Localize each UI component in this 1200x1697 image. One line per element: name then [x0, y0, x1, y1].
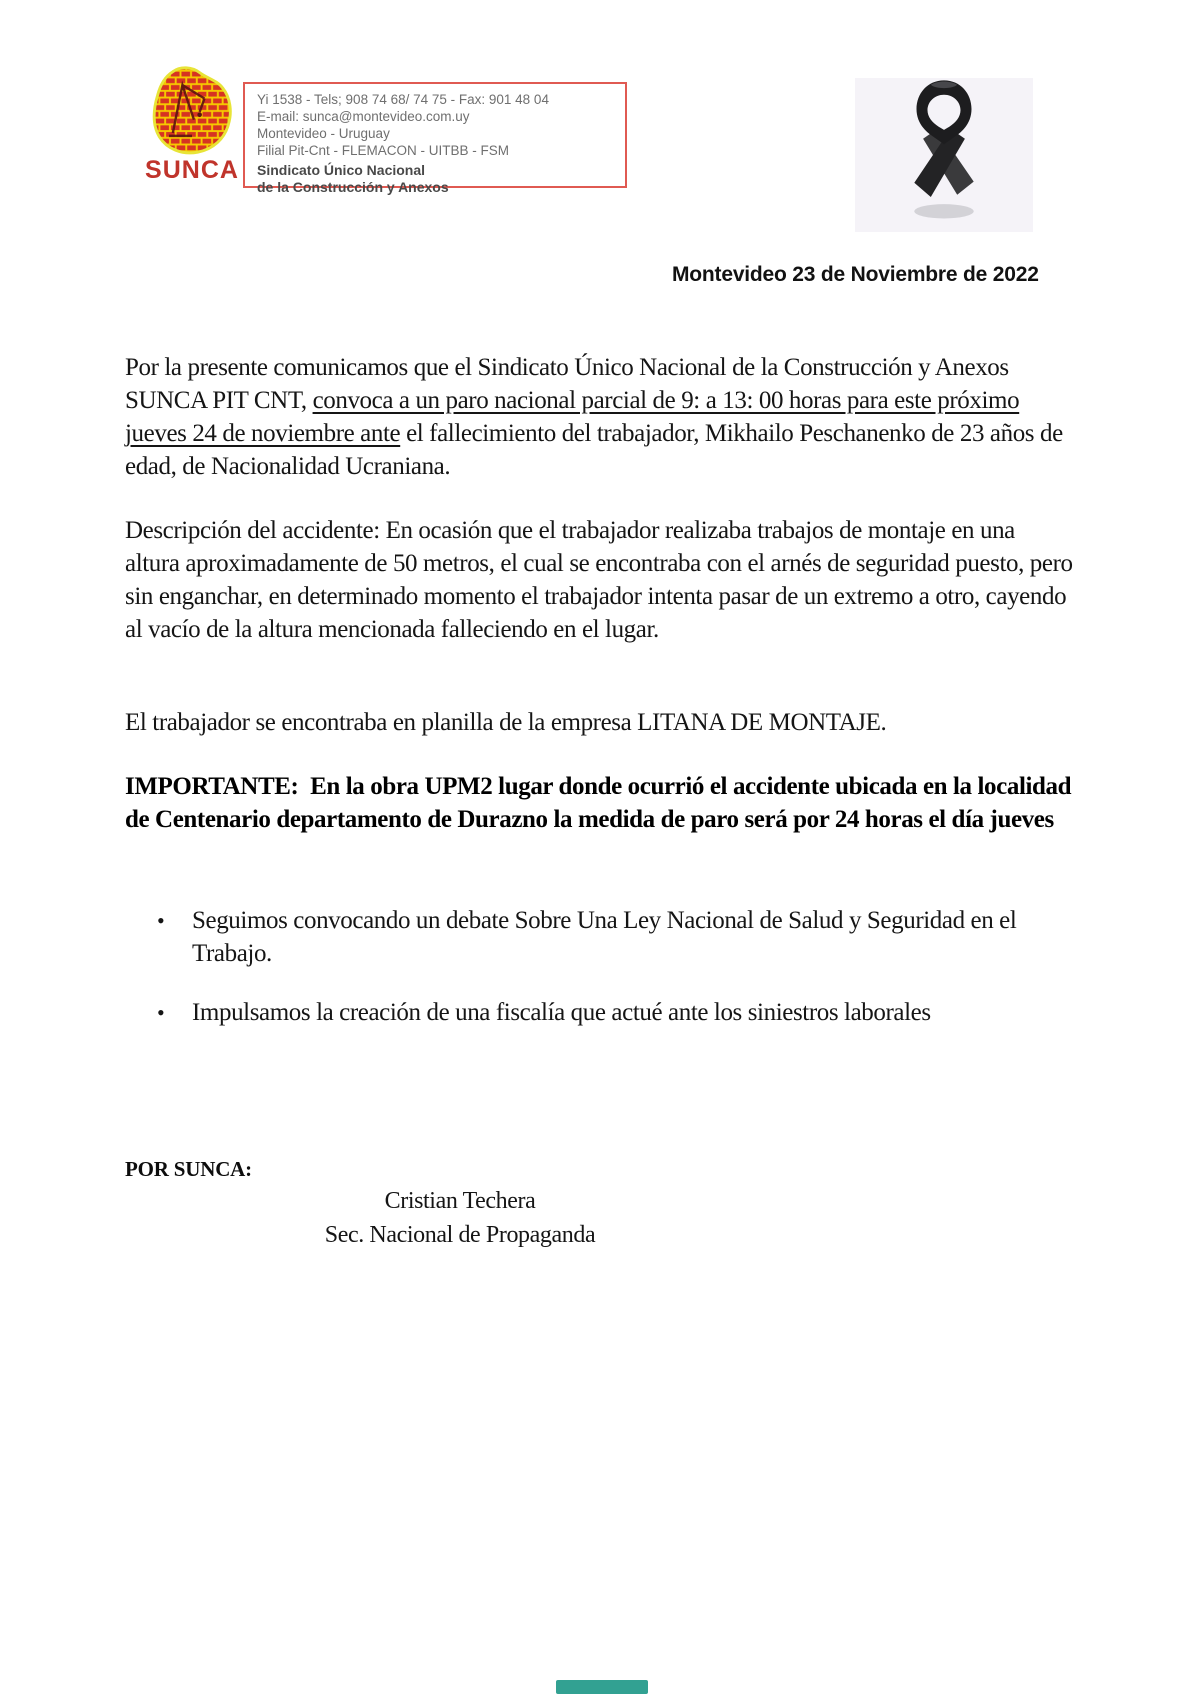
announcement-text-before: Por la presente comunicamos que el Sindicato Único Nacional de la Construcción y Anexos SUNCA PIT CNT, [125, 354, 1009, 414]
bullet-item-fiscalia [157, 996, 1042, 1029]
date-line: Montevideo 23 de Noviembre de 2022 [672, 263, 1039, 286]
letterhead-union-name-1: Sindicato Único Nacional [257, 162, 426, 178]
sunca-logo [134, 64, 250, 185]
letterhead-info-box [243, 82, 627, 195]
uruguay-brick-map-icon [144, 64, 240, 156]
sunca-logo-word: SUNCA [145, 156, 239, 184]
bullet-dot-icon: • [157, 908, 165, 933]
letterhead-phone-line: Yi 1538 - Tels; 908 74 68/ 74 75 - Fax: 901 48 04 [257, 92, 549, 107]
announcement-underlined-strike-call: convoca a un paro nacional parcial de 9: a 13: 00 horas para este próximo jueves 24 de noviembre ante [125, 387, 1020, 447]
por-sunca-label: POR SUNCA: [125, 1157, 252, 1181]
letterhead-city-line: Montevideo - Uruguay [257, 126, 390, 141]
announcement-text-after: el fallecimiento del trabajador, Mikhailo Peschanenko de 23 años de edad, de Nacionalidad Ucraniana. [125, 420, 1063, 480]
mourning-ribbon-icon [889, 78, 999, 228]
bullet-item-debate [157, 904, 1042, 970]
bullet-text: Seguimos convocando un debate Sobre Una Ley Nacional de Salud y Seguridad en el Trabajo. [192, 907, 1017, 967]
mourning-ribbon-image [855, 78, 1033, 232]
letterhead-union-name-2: de la Construcción y Anexos [257, 179, 449, 195]
signer-name: Cristian Techera [384, 1188, 536, 1214]
bullet-dot-icon: • [157, 1000, 165, 1025]
signer-title: Sec. Nacional de Propaganda [324, 1222, 596, 1248]
paragraph-important: IMPORTANTE: En la obra UPM2 lugar donde ocurrió el accidente ubicada en la localidad de Centenario departamento de Durazno la medida de paro será por 24 horas el día jueves [125, 773, 1072, 833]
footer-accent-bar [556, 1680, 648, 1694]
bullet-text: Impulsamos la creación de una fiscalía que actué ante los siniestros laborales [192, 999, 931, 1026]
signature-block [125, 1184, 795, 1252]
letterhead-affiliation-line: Filial Pit-Cnt - FLEMACON - UITBB - FSM [257, 143, 510, 158]
paragraph-company: El trabajador se encontraba en planilla de la empresa LITANA DE MONTAJE. [125, 709, 887, 736]
paragraph-accident-description: Descripción del accidente: En ocasión que el trabajador realizaba trabajos de montaje en una altura aproximadamente de 50 metros, el cual se encontraba con el arnés de seguridad puesto, pero sin enganchar, en determinado momento el trabajador intenta pasar de un extremo a otro, cayendo al vacío de la altura mencionada falleciendo en el lugar. [125, 517, 1073, 643]
letterhead-email-line: E-mail: sunca@montevideo.com.uy [257, 109, 470, 124]
paragraph-announcement [125, 351, 1073, 483]
